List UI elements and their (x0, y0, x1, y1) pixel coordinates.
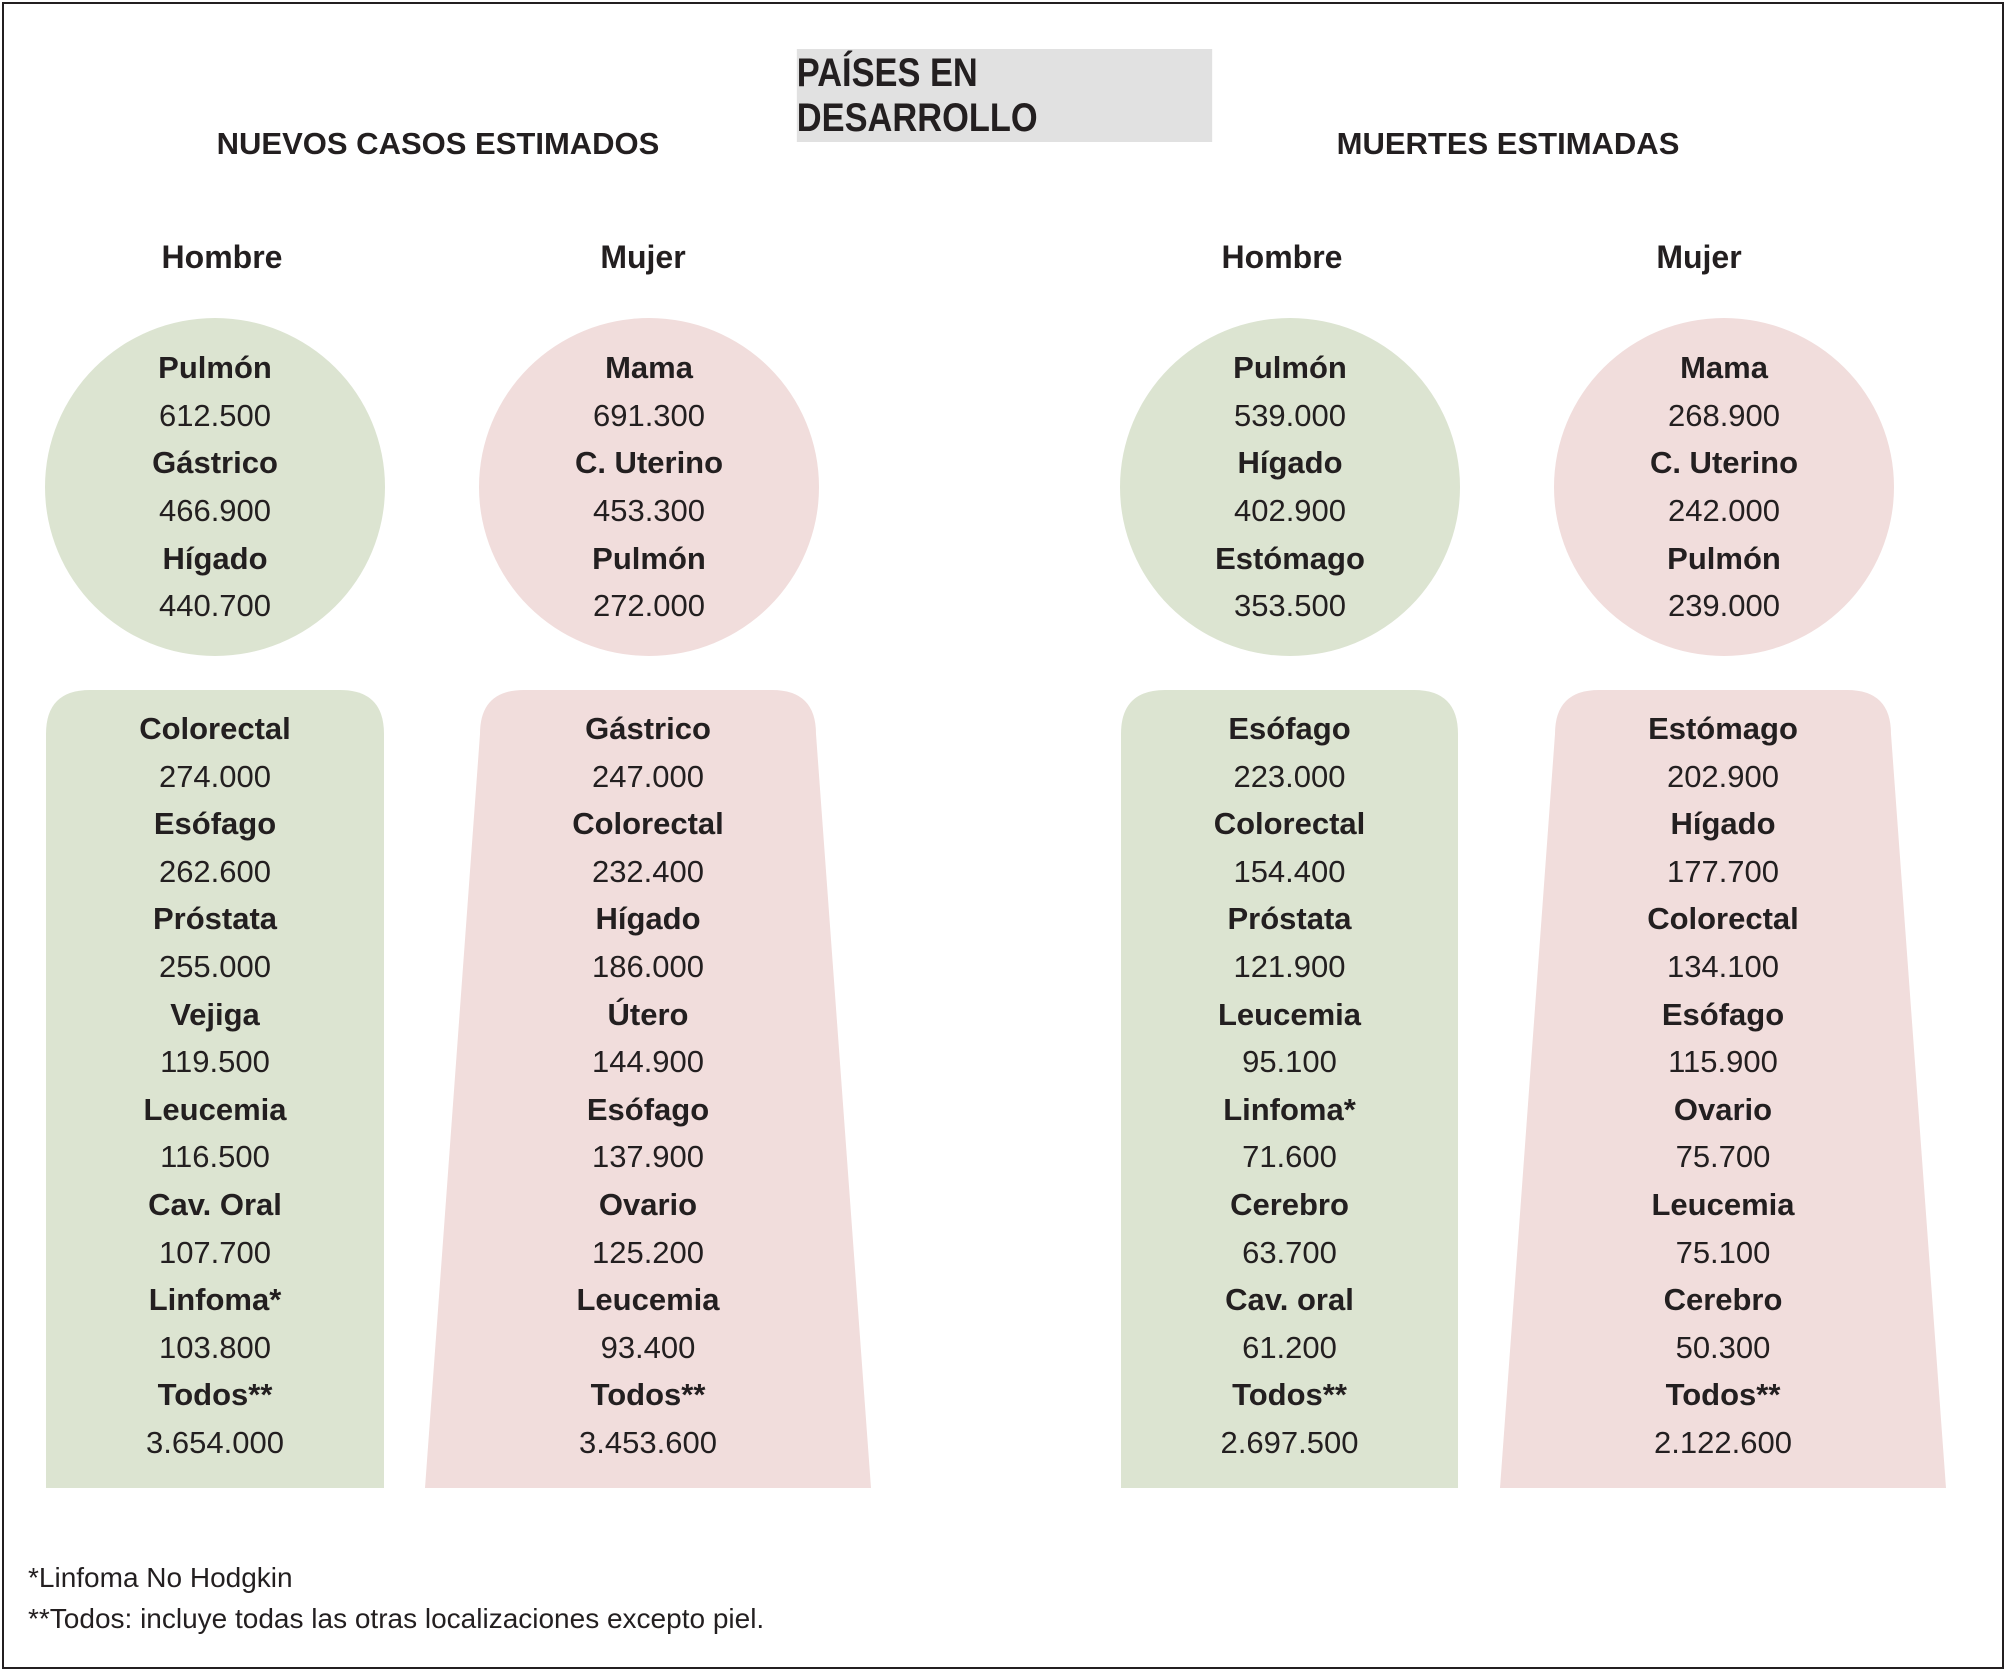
death-count: 268.900 (1667, 397, 1781, 433)
section-heading-deaths: MUERTES ESTIMADAS (1336, 126, 1680, 161)
top-item (158, 344, 272, 439)
case-count: 612.500 (158, 397, 272, 433)
top-item (1650, 439, 1798, 534)
cancer-name: Gástrico (585, 711, 711, 746)
list-item (587, 1086, 709, 1181)
death-count: 2.697.500 (1220, 1424, 1359, 1460)
case-count: 103.800 (158, 1329, 272, 1365)
head-circle-new-cases-mujer (479, 318, 819, 656)
cancer-name: Esófago (1661, 996, 1785, 1032)
death-count: 61.200 (1242, 1329, 1337, 1365)
list-deaths-mujer (1554, 705, 1892, 1467)
cancer-name: Leucemia (1651, 1186, 1795, 1222)
cancer-name: Pulmón (1233, 350, 1347, 386)
cancer-name: Todos** (590, 1377, 706, 1413)
cancer-name: Todos** (1232, 1377, 1347, 1413)
cancer-name: Leucemia (1217, 996, 1361, 1032)
list-item (1662, 991, 1784, 1086)
footnote-linfoma: *Linfoma No Hodgkin (28, 1562, 293, 1593)
list-item (143, 1086, 286, 1181)
death-count: 539.000 (1233, 397, 1347, 433)
case-count: 255.000 (158, 948, 272, 984)
cancer-name: Mama (605, 350, 693, 386)
list-item (572, 800, 724, 895)
cancer-name: Cerebro (1230, 1186, 1349, 1222)
cancer-name: Linfoma* (148, 1282, 282, 1318)
top-item (1215, 535, 1365, 630)
column-heading-deaths-hombre: Hombre (1221, 239, 1343, 275)
case-count: 119.500 (160, 1044, 270, 1080)
figure-title: PAÍSES EN DESARROLLO (797, 49, 1212, 142)
cancer-name: Linfoma* (1223, 1091, 1356, 1127)
cancer-name: Cav. oral (1225, 1282, 1354, 1318)
death-count: 121.900 (1233, 948, 1346, 984)
case-count: 453.300 (592, 493, 706, 528)
case-count: 3.654.000 (146, 1424, 284, 1460)
list-item (1223, 1086, 1356, 1181)
cancer-name: Hígado (595, 901, 701, 937)
cancer-name: Estómago (1215, 540, 1365, 576)
list-item (1664, 1276, 1783, 1371)
case-count: 440.700 (158, 588, 272, 624)
list-item (160, 991, 270, 1086)
cancer-name: Vejiga (170, 996, 260, 1032)
death-count: 239.000 (1667, 588, 1781, 624)
top-item (1233, 344, 1347, 439)
case-count: 272.000 (592, 588, 706, 624)
top-item (592, 535, 706, 630)
case-count: 262.600 (158, 853, 272, 889)
case-count: 3.453.600 (579, 1424, 717, 1460)
cancer-name: Pulmón (158, 350, 272, 386)
cancer-name: Colorectal (572, 806, 724, 842)
cancer-name: C. Uterino (574, 445, 724, 481)
list-item (154, 800, 276, 895)
case-count: 247.000 (591, 758, 705, 794)
death-count: 242.000 (1667, 493, 1781, 528)
top-item (1668, 344, 1780, 439)
top-item (593, 344, 705, 439)
case-count: 232.400 (591, 853, 705, 889)
death-count: 63.700 (1242, 1234, 1337, 1270)
section-heading-new-cases: NUEVOS CASOS ESTIMADOS (216, 126, 660, 161)
cancer-name: Gástrico (152, 445, 278, 481)
cancer-name: Hígado (1237, 445, 1343, 481)
list-deaths-hombre (1121, 705, 1458, 1467)
cancer-name: Todos** (1665, 1377, 1781, 1413)
case-count: 137.900 (591, 1139, 705, 1175)
list-item (1230, 1181, 1349, 1276)
list-item (153, 895, 277, 990)
cancer-name: C. Uterino (1649, 445, 1799, 481)
death-count: 2.122.600 (1654, 1424, 1792, 1460)
cancer-name: Pulmón (592, 540, 706, 576)
top-item (1234, 439, 1346, 534)
death-count: 75.100 (1675, 1234, 1771, 1270)
top-item (1667, 535, 1781, 630)
list-item (1647, 895, 1799, 990)
head-circle-deaths-hombre (1120, 318, 1460, 656)
list-item-total (1221, 1371, 1359, 1466)
list-item (1218, 991, 1361, 1086)
list-item (592, 991, 704, 1086)
case-count: 144.900 (591, 1044, 705, 1080)
death-count: 177.700 (1666, 853, 1780, 889)
cancer-name: Cav. Oral (148, 1186, 282, 1222)
death-count: 50.300 (1675, 1329, 1771, 1365)
column-heading-new-cases-hombre: Hombre (161, 239, 283, 275)
death-count: 202.900 (1666, 758, 1780, 794)
cancer-name: Útero (607, 996, 689, 1032)
cancer-name: Mama (1680, 350, 1768, 386)
footnote-todos: **Todos: incluye todas las otras localizaciones excepto piel. (28, 1603, 765, 1634)
list-item (576, 1276, 719, 1371)
case-count: 93.400 (600, 1329, 696, 1365)
column-heading-deaths-mujer: Mujer (1656, 239, 1742, 275)
list-item (139, 705, 291, 800)
cancer-name: Leucemia (143, 1091, 287, 1127)
list-item (1225, 1276, 1354, 1371)
list-item (592, 1181, 704, 1276)
list-item (585, 705, 711, 800)
cancer-name: Leucemia (576, 1282, 720, 1318)
cancer-name: Estómago (1648, 711, 1798, 746)
death-count: 154.400 (1233, 853, 1346, 889)
list-item (592, 895, 704, 990)
cancer-name: Hígado (162, 540, 268, 576)
list-item (149, 1276, 282, 1371)
list-item (1214, 800, 1366, 895)
list-item (1228, 705, 1350, 800)
death-count: 71.600 (1242, 1139, 1337, 1175)
case-count: 107.700 (158, 1234, 272, 1270)
death-count: 353.500 (1233, 588, 1347, 624)
list-item-total (146, 1371, 284, 1466)
cancer-name: Ovario (1673, 1091, 1773, 1127)
cancer-name: Pulmón (1667, 540, 1781, 576)
cancer-name: Esófago (586, 1091, 710, 1127)
death-count: 134.100 (1666, 948, 1780, 984)
cancer-name: Esófago (1228, 711, 1351, 746)
case-count: 691.300 (592, 397, 706, 433)
cancer-name: Colorectal (1647, 901, 1799, 937)
death-count: 75.700 (1675, 1139, 1771, 1175)
cancer-name: Esófago (153, 806, 277, 842)
list-new-cases-hombre (46, 705, 384, 1467)
case-count: 466.900 (158, 493, 272, 528)
column-heading-new-cases-mujer: Mujer (600, 239, 686, 275)
death-count: 402.900 (1233, 493, 1347, 528)
case-count: 116.500 (160, 1139, 270, 1175)
cancer-name: Próstata (152, 901, 278, 937)
case-count: 186.000 (591, 948, 705, 984)
top-item (575, 439, 723, 534)
cancer-name: Todos** (157, 1377, 273, 1413)
list-item (148, 1181, 282, 1276)
case-count: 125.200 (591, 1234, 705, 1270)
top-item (159, 535, 271, 630)
cancer-name: Cerebro (1663, 1282, 1783, 1318)
cancer-name: Colorectal (139, 711, 291, 746)
cancer-name: Colorectal (1213, 806, 1366, 842)
list-item (1674, 1086, 1772, 1181)
head-circle-deaths-mujer (1554, 318, 1894, 656)
top-item (152, 439, 278, 534)
death-count: 223.000 (1233, 758, 1346, 794)
cancer-name: Hígado (1670, 806, 1776, 842)
case-count: 274.000 (158, 758, 272, 794)
list-item (1648, 705, 1798, 800)
list-item (1667, 800, 1779, 895)
cancer-name: Próstata (1227, 901, 1352, 937)
head-circle-new-cases-hombre (45, 318, 385, 656)
list-item-total (579, 1371, 717, 1466)
list-new-cases-mujer (479, 705, 817, 1467)
list-item (1227, 895, 1351, 990)
death-count: 95.100 (1242, 1044, 1337, 1080)
death-count: 115.900 (1668, 1044, 1778, 1080)
list-item-total (1654, 1371, 1792, 1466)
cancer-name: Ovario (598, 1186, 698, 1222)
list-item (1651, 1181, 1794, 1276)
